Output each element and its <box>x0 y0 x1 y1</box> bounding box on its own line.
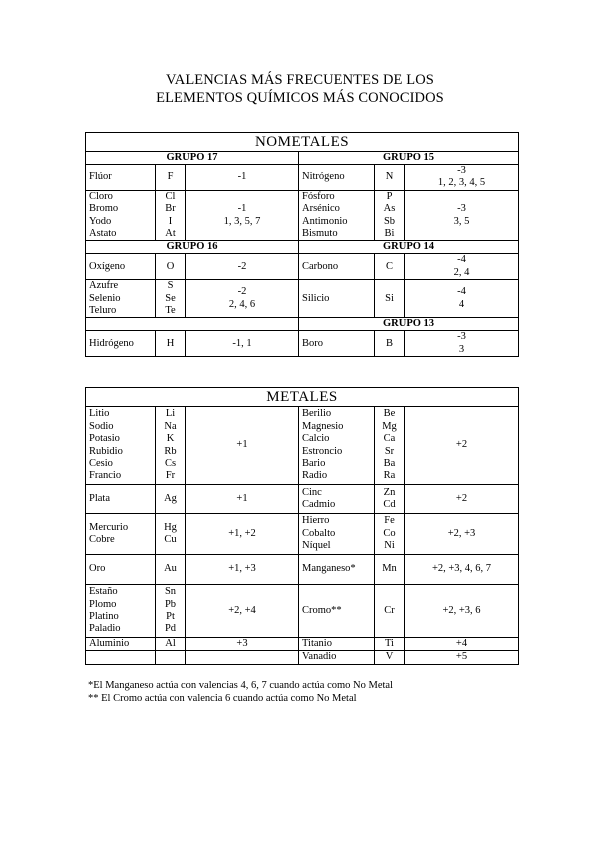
cell-line: Na <box>164 420 177 432</box>
cell-line: P <box>386 190 393 202</box>
table-row <box>86 555 519 585</box>
cell-line: -3 <box>457 203 466 215</box>
group-14-header: GRUPO 14 <box>299 241 519 254</box>
element-valences <box>405 638 519 651</box>
cell-line: Si <box>385 292 394 304</box>
element-symbols <box>156 555 186 585</box>
cell-line: Boro <box>302 337 323 349</box>
metales-header: METALES <box>86 388 519 407</box>
cell-line: O <box>166 260 175 272</box>
element-names <box>86 280 156 318</box>
cell-line: Se <box>165 292 176 304</box>
cell-line: -3 <box>457 165 466 176</box>
element-names <box>86 254 156 280</box>
cell-line: +2, +3, 6 <box>442 604 481 616</box>
element-symbols <box>375 555 405 585</box>
cell-line: 4 <box>458 298 465 310</box>
cell-line: Paladio <box>89 623 121 635</box>
cell-line: +1 <box>236 492 248 504</box>
group-17-header: GRUPO 17 <box>86 152 299 165</box>
cell-line: At <box>165 228 176 240</box>
element-names <box>299 407 375 485</box>
element-valences <box>405 555 519 585</box>
element-symbols <box>156 331 186 357</box>
cell-line: N <box>385 171 394 183</box>
cell-line: Astato <box>89 228 117 240</box>
cell-line: Pt <box>166 611 175 622</box>
table-row <box>86 254 519 280</box>
cell-line: Be <box>383 408 396 420</box>
element-names <box>299 585 375 638</box>
element-names <box>86 514 156 555</box>
cell-line: C <box>385 260 393 272</box>
cell-line: Silicio <box>302 292 330 304</box>
cell-line: -1, 1 <box>232 337 252 349</box>
cell-line: -1 <box>237 203 247 215</box>
cell-line: Titanio <box>302 638 332 649</box>
element-symbols <box>156 165 186 191</box>
table-row <box>86 638 519 651</box>
element-symbols <box>375 190 405 241</box>
page-title-line-2: ELEMENTOS QUÍMICOS MÁS CONOCIDOS <box>156 90 444 106</box>
element-valences <box>186 514 299 555</box>
cell-line: Cs <box>164 457 177 469</box>
element-names <box>86 331 156 357</box>
element-names <box>299 280 375 318</box>
cell-line: Berilio <box>302 408 332 420</box>
cell-line: 3 <box>458 343 465 355</box>
element-names <box>86 585 156 638</box>
cell-line: Au <box>164 563 177 575</box>
element-valences <box>186 638 299 651</box>
cell-line: Teluro <box>89 305 117 317</box>
cell-line: Flúor <box>89 171 112 183</box>
cell-line: 2, 4 <box>453 266 470 278</box>
cell-line: Cu <box>164 534 177 545</box>
cell-line: Hg <box>164 521 177 533</box>
element-symbols <box>156 280 186 318</box>
element-names <box>299 651 375 664</box>
cell-line: Radio <box>302 470 328 482</box>
table-row <box>86 585 519 638</box>
cell-line: Cinc <box>302 486 322 498</box>
cell-line: +2, +3, 4, 6, 7 <box>431 563 492 575</box>
cell-line: Zn <box>383 486 396 498</box>
element-names <box>86 651 156 664</box>
cell-line: Sodio <box>89 420 114 432</box>
element-valences <box>186 190 299 241</box>
element-symbols <box>156 585 186 638</box>
cell-line: Hidrógeno <box>89 337 134 349</box>
metales-table <box>85 387 519 665</box>
element-valences <box>405 280 519 318</box>
cell-line: 3, 5 <box>453 215 470 227</box>
element-names <box>86 165 156 191</box>
element-symbols <box>375 407 405 485</box>
cell-line: -3 <box>457 331 466 343</box>
element-symbols <box>375 651 405 664</box>
cell-line: Yodo <box>89 215 112 227</box>
cell-line: Co <box>383 527 396 539</box>
cell-line: Cl <box>165 190 176 202</box>
cell-line: Cr <box>384 604 395 616</box>
cell-line: Platino <box>89 611 119 622</box>
cell-line: Fr <box>165 470 176 482</box>
cell-line: Al <box>165 638 176 649</box>
cell-line: +2, +4 <box>228 604 256 616</box>
element-valences <box>186 651 299 664</box>
cell-line: 2, 4, 6 <box>228 298 256 310</box>
cell-line: I <box>168 215 173 227</box>
empty-group-cell <box>86 318 299 331</box>
cell-line: Hierro <box>302 515 330 527</box>
element-symbols <box>156 254 186 280</box>
table-row <box>86 651 519 664</box>
footnote-manganeso: *El Manganeso actúa con valencias 4, 6, 7 cuando actúa como No Metal <box>88 680 393 691</box>
cell-line: Cd <box>383 499 396 510</box>
cell-line: Sr <box>384 445 395 457</box>
element-valences <box>186 407 299 485</box>
cell-line: +2, +3 <box>447 527 476 539</box>
cell-line: K <box>166 433 175 445</box>
element-names <box>299 638 375 651</box>
cell-line: Sn <box>164 586 177 598</box>
footnotes <box>88 679 393 705</box>
cell-line: Bromo <box>89 203 119 215</box>
cell-line: Nitrógeno <box>302 171 345 183</box>
cell-line: Magnesio <box>302 420 344 432</box>
element-names <box>299 254 375 280</box>
group-13-header: GRUPO 13 <box>299 318 519 331</box>
cell-line: Estroncio <box>302 445 343 457</box>
cell-line: Oxígeno <box>89 260 126 272</box>
cell-line: +4 <box>455 638 468 649</box>
cell-line: Ti <box>385 638 394 649</box>
cell-line: Pb <box>164 598 177 610</box>
element-valences <box>405 407 519 485</box>
element-symbols <box>156 407 186 485</box>
cell-line: Potasio <box>89 433 120 445</box>
cell-line: Plomo <box>89 598 117 610</box>
cell-line: -4 <box>457 254 466 266</box>
element-valences <box>186 254 299 280</box>
cell-line: +2 <box>455 492 468 504</box>
cell-line: V <box>385 651 394 663</box>
group-16-header: GRUPO 16 <box>86 241 299 254</box>
cell-line: B <box>385 337 393 349</box>
cell-line: Fósforo <box>302 190 335 202</box>
cell-line: F <box>167 171 174 183</box>
element-names <box>299 555 375 585</box>
element-valences <box>405 331 519 357</box>
element-symbols <box>156 485 186 514</box>
element-valences <box>405 485 519 514</box>
element-valences <box>186 165 299 191</box>
table-row <box>86 165 519 191</box>
cell-line: Mn <box>382 563 397 575</box>
cell-line: Antimonio <box>302 215 348 227</box>
cell-line: 1, 3, 5, 7 <box>223 215 261 227</box>
cell-line: Br <box>165 203 176 215</box>
cell-line: Vanadio <box>302 651 337 663</box>
element-valences <box>186 485 299 514</box>
cell-line: Mg <box>382 420 397 432</box>
element-valences <box>186 585 299 638</box>
element-names <box>299 331 375 357</box>
cell-line: Litio <box>89 408 110 420</box>
table-row <box>86 190 519 241</box>
element-names <box>86 555 156 585</box>
table-row <box>86 514 519 555</box>
cell-line: Cobre <box>89 534 115 545</box>
cell-line: Cobalto <box>302 527 336 539</box>
cell-line: +1, +2 <box>228 527 256 539</box>
cell-line: Ba <box>383 457 396 469</box>
cell-line: S <box>167 280 174 292</box>
cell-line: Bismuto <box>302 228 338 240</box>
element-symbols <box>156 514 186 555</box>
cell-line: Arsénico <box>302 203 340 215</box>
group-15-header: GRUPO 15 <box>299 152 519 165</box>
element-names <box>86 485 156 514</box>
cell-line: -2 <box>237 286 247 298</box>
cell-line: Cloro <box>89 190 113 202</box>
table-row <box>86 407 519 485</box>
cell-line: Plata <box>89 492 110 504</box>
element-names <box>299 190 375 241</box>
table-row <box>86 485 519 514</box>
element-symbols <box>375 331 405 357</box>
cell-line: Mercurio <box>89 521 129 533</box>
element-valences <box>186 280 299 318</box>
cell-line: Carbono <box>302 260 339 272</box>
cell-line: Francio <box>89 470 122 482</box>
element-symbols <box>375 280 405 318</box>
cell-line: Cadmio <box>302 499 336 510</box>
table-row <box>86 280 519 318</box>
element-valences <box>186 331 299 357</box>
page-title-line-1: VALENCIAS MÁS FRECUENTES DE LOS <box>166 72 434 88</box>
element-symbols <box>375 254 405 280</box>
element-names <box>299 514 375 555</box>
cell-line: Azufre <box>89 280 119 292</box>
cell-line: Oro <box>89 563 106 575</box>
cell-line: Pd <box>164 623 177 635</box>
element-valences <box>405 254 519 280</box>
cell-line: Li <box>165 408 176 420</box>
cell-line: -2 <box>237 260 247 272</box>
cell-line: -1 <box>237 171 247 183</box>
element-symbols <box>156 190 186 241</box>
cell-line: Ca <box>383 433 396 445</box>
cell-line: +1, +3 <box>228 563 256 575</box>
element-symbols <box>156 638 186 651</box>
cell-line: +2 <box>455 439 468 451</box>
element-symbols <box>156 651 186 664</box>
cell-line: 1, 2, 3, 4, 5 <box>437 177 486 189</box>
nometales-header: NOMETALES <box>86 133 519 152</box>
element-symbols <box>375 638 405 651</box>
cell-line: Ni <box>384 540 395 552</box>
element-names <box>86 407 156 485</box>
cell-line: -4 <box>457 286 466 298</box>
element-names <box>299 165 375 191</box>
cell-line: Manganeso* <box>302 563 356 575</box>
cell-line: Aluminio <box>89 638 130 649</box>
table-row <box>86 331 519 357</box>
cell-line: H <box>166 337 175 349</box>
cell-line: Calcio <box>302 433 330 445</box>
element-symbols <box>375 485 405 514</box>
nometales-table <box>85 132 519 357</box>
element-symbols <box>375 585 405 638</box>
footnote-cromo: ** El Cromo actúa con valencia 6 cuando actúa como No Metal <box>88 693 357 704</box>
element-names <box>299 485 375 514</box>
cell-line: Rubidio <box>89 445 123 457</box>
element-symbols <box>375 165 405 191</box>
element-names <box>86 190 156 241</box>
cell-line: Estaño <box>89 586 118 598</box>
cell-line: Níquel <box>302 540 331 552</box>
element-names <box>86 638 156 651</box>
element-valences <box>186 555 299 585</box>
cell-line: +1 <box>236 439 248 451</box>
cell-line: Ag <box>164 492 177 504</box>
cell-line: Cromo** <box>302 604 342 616</box>
element-valences <box>405 190 519 241</box>
cell-line: Sb <box>383 215 396 227</box>
cell-line: Te <box>165 305 176 317</box>
cell-line: Cesio <box>89 457 113 469</box>
element-valences <box>405 514 519 555</box>
cell-line: Bario <box>302 457 326 469</box>
cell-line: +3 <box>236 638 248 649</box>
cell-line: +5 <box>455 651 468 663</box>
cell-line: Fe <box>384 515 395 527</box>
element-symbols <box>375 514 405 555</box>
element-valences <box>405 585 519 638</box>
element-valences <box>405 651 519 664</box>
cell-line: Selenio <box>89 292 121 304</box>
cell-line: As <box>383 203 396 215</box>
cell-line: Bi <box>384 228 395 240</box>
element-valences <box>405 165 519 191</box>
cell-line: Ra <box>383 470 396 482</box>
cell-line: Rb <box>164 445 177 457</box>
